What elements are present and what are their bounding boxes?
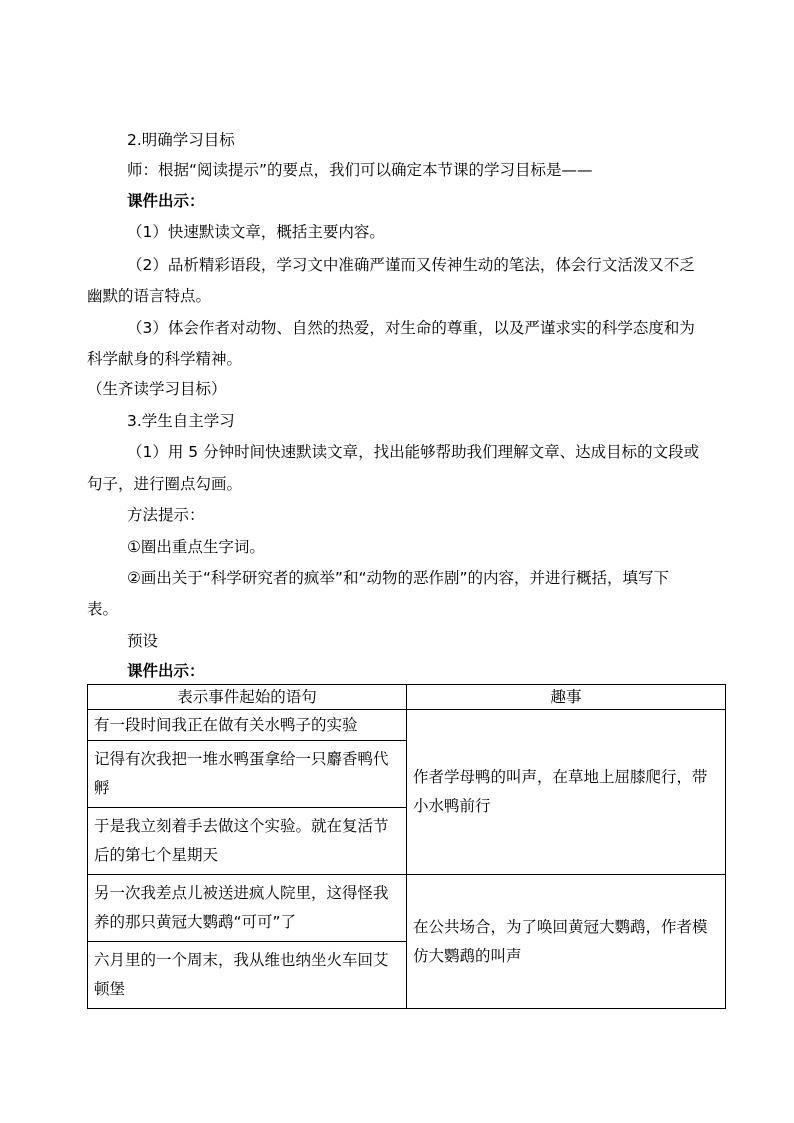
goal-3-line-1: （3）体会作者对动物、自然的热爱，对生命的尊重，以及严谨求实的科学态度和为 — [127, 319, 695, 337]
anecdote-cell-ducks: 作者学母鸭的叫声，在草地上屈膝爬行，带小水鸭前行 — [407, 710, 726, 875]
header-anecdote: 趣事 — [407, 685, 726, 710]
method-hint-label: 方法提示： — [127, 506, 205, 524]
preset-label: 预设 — [127, 632, 159, 650]
start-sentence-cell: 记得有次我把一堆水鸭蛋拿给一只麝香鸭代孵 — [88, 741, 407, 808]
start-sentence-cell: 另一次我差点儿被送进疯人院里，这得怪我养的那只黄冠大鹦鹉“可可”了 — [88, 875, 407, 942]
heading-learning-goals: 2.明确学习目标 — [127, 131, 235, 149]
events-table — [87, 684, 726, 1009]
hint-2-line-2: 表。 — [87, 600, 119, 618]
start-sentence-cell: 于是我立刻着手去做这个实验。就在复活节后的第七个星期天 — [88, 808, 407, 875]
goal-2-line-1: （2）品析精彩语段，学习文中准确严谨而又传神生动的笔法，体会行文活泼又不乏 — [127, 256, 695, 274]
goal-3-line-2: 科学献身的科学精神。 — [87, 350, 243, 368]
header-start-sentence: 表示事件起始的语句 — [88, 685, 407, 710]
goal-1: （1）快速默读文章，概括主要内容。 — [127, 223, 385, 241]
teacher-line: 师：根据“阅读提示”的要点，我们可以确定本节课的学习目标是—— — [127, 161, 593, 179]
anecdote-cell-parrot: 在公共场合，为了唤回黄冠大鹦鹉，作者模仿大鹦鹉的叫声 — [407, 875, 726, 1009]
goal-2-line-2: 幽默的语言特点。 — [87, 287, 212, 305]
students-read-note: （生齐读学习目标） — [87, 380, 227, 398]
heading-self-study: 3.学生自主学习 — [127, 412, 235, 430]
courseware-label: 课件出示： — [127, 192, 205, 210]
table-row — [88, 875, 726, 942]
start-sentence-cell: 六月里的一个周末，我从维也纳坐火车回艾顿堡 — [88, 942, 407, 1009]
table-header-row — [88, 685, 726, 710]
table-row — [88, 710, 726, 741]
start-sentence-cell: 有一段时间我正在做有关水鸭子的实验 — [88, 710, 407, 741]
task-1-line-1: （1）用 5 分钟时间快速默读文章，找出能够帮助我们理解文章、达成目标的文段或 — [127, 443, 700, 461]
hint-1: ①圈出重点生字词。 — [127, 538, 265, 556]
courseware-label-2: 课件出示： — [127, 662, 205, 680]
hint-2-line-1: ②画出关于“科学研究者的疯举”和“动物的恶作剧”的内容，并进行概括，填写下 — [127, 569, 670, 587]
task-1-line-2: 句子，进行圈点勾画。 — [87, 475, 243, 493]
